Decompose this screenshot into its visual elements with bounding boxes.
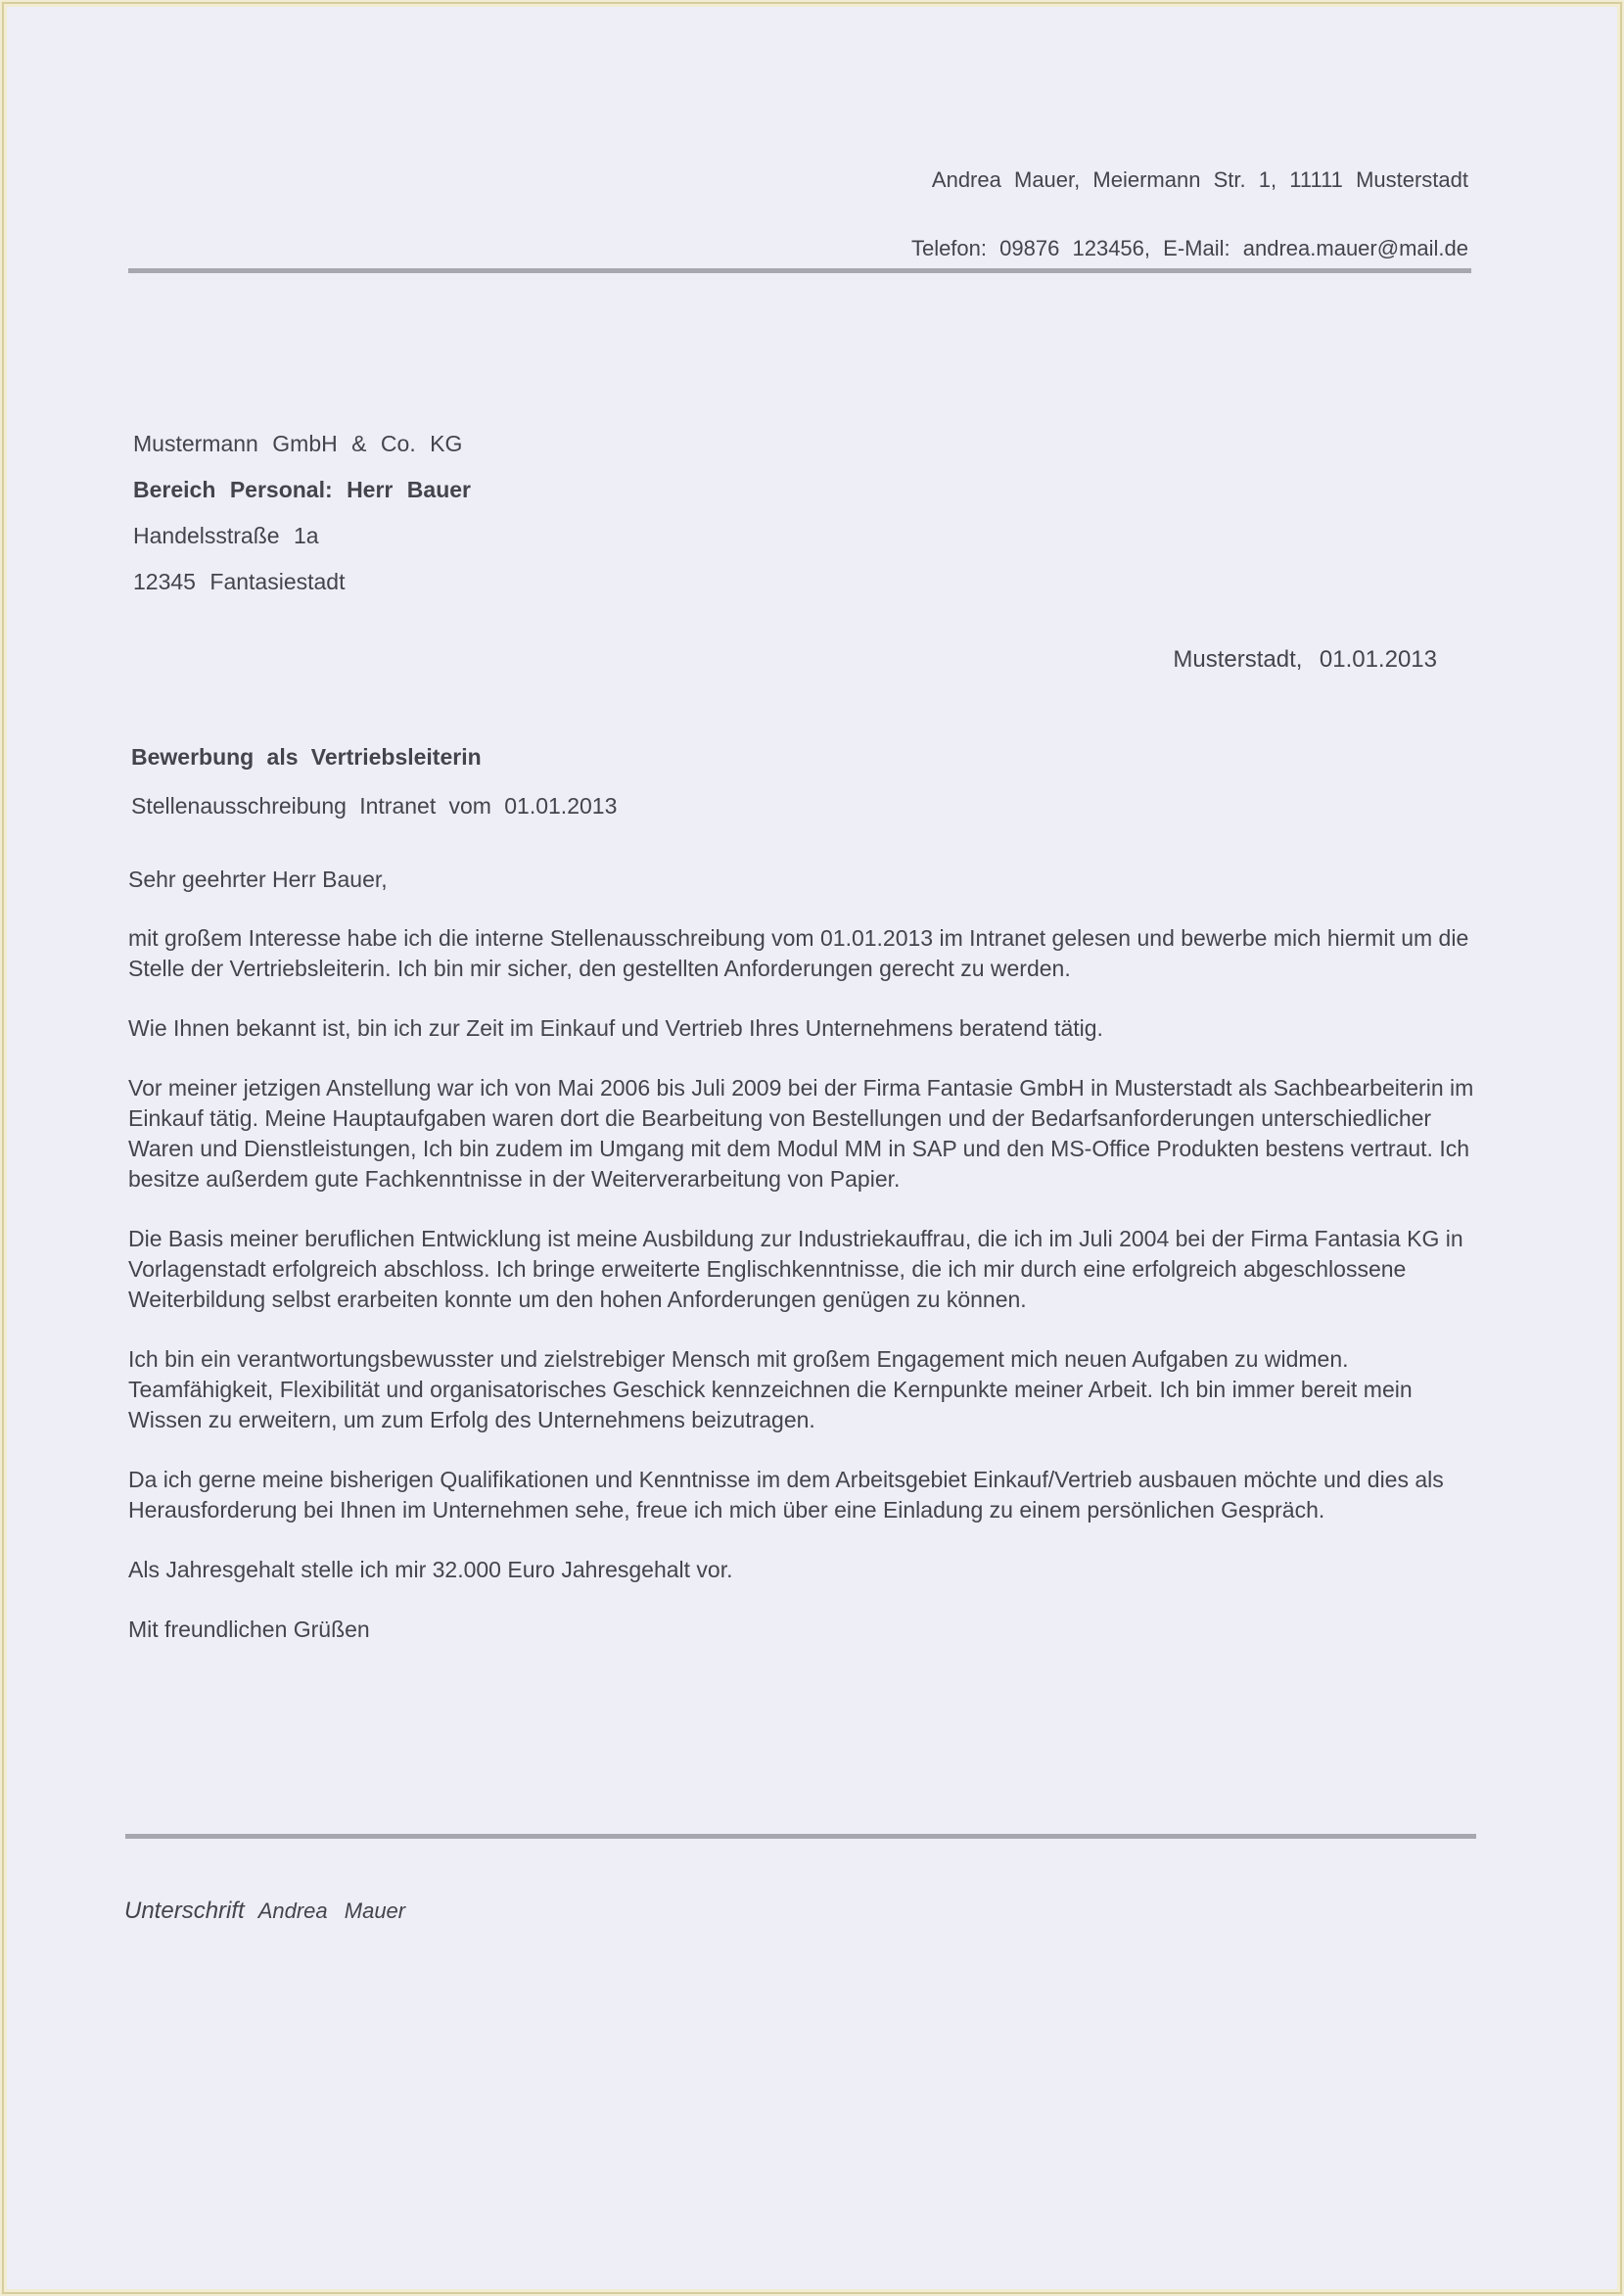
sender-address-block — [911, 166, 1468, 262]
signature-block — [124, 1898, 405, 1925]
subject-block — [131, 742, 617, 820]
subject-subtitle: Stellenausschreibung Intranet vom 01.01.2013 — [131, 793, 618, 819]
place-and-date: Musterstadt, 01.01.2013 — [1173, 646, 1437, 673]
signature-name: Andrea Mauer — [257, 1898, 406, 1923]
sender-address-line: Andrea Mauer, Meiermann Str. 1, 11111 Musterstadt — [931, 167, 1468, 192]
header-divider-line — [128, 268, 1471, 273]
body-paragraph: Die Basis meiner beruflichen Entwicklung ist meine Ausbildung zur Industriekauffrau, die ich im Juli 2004 bei der Firma Fantasia KG in Vorlagenstadt erfolgreich abschloss. Ich bringe erweiterte Englischkenntnisse, die ich mir durch eine erfolgreich abgeschlossene Weiterbildung selbst erarbeiten konnte um den hohen Anforderungen genügen zu können. — [128, 1226, 1463, 1312]
salutation: Sehr geehrter Herr Bauer, — [128, 867, 388, 892]
closing-phrase: Mit freundlichen Grüßen — [128, 1617, 370, 1642]
sender-contact-line: Telefon: 09876 123456, E-Mail: andrea.mauer@mail.de — [910, 236, 1468, 260]
subject-title: Bewerbung als Vertriebsleiterin — [131, 744, 482, 770]
body-paragraph: Vor meiner jetzigen Anstellung war ich von Mai 2006 bis Juli 2009 bei der Firma Fantasie GmbH in Musterstadt als Sachbearbeiterin im Einkauf tätig. Meine Hauptaufgaben waren dort die Bearbeitung von Bestellungen und der Bedarfsanforderungen unterschiedlicher Waren und Dienstleistungen, Ich bin zudem im Umgang mit dem Modul MM in SAP und den MS-Office Produkten bestens vertraut. Ich besitze außerdem gute Fachkenntnisse in der Weiterverarbeitung von Papier. — [128, 1075, 1474, 1192]
recipient-company: Mustermann GmbH & Co. KG — [133, 431, 463, 456]
body-paragraph: Da ich gerne meine bisherigen Qualifikationen und Kenntnisse im dem Arbeitsgebiet Einkauf/Vertrieb ausbauen möchte und dies als Herausforderung bei Ihnen im Unternehmen sehe, freue ich mich über eine Einladung zu einem persönlichen Gespräch. — [128, 1467, 1444, 1523]
recipient-street: Handelsstraße 1a — [133, 523, 319, 548]
signature-label: Unterschrift — [124, 1898, 245, 1924]
letter-body — [128, 923, 1477, 1674]
signature-line — [125, 1834, 1476, 1839]
body-paragraph: mit großem Interesse habe ich die interne Stellenausschreibung vom 01.01.2013 im Intranet gelesen und bewerbe mich hiermit um die Stelle der Vertriebsleiterin. Ich bin mir sicher, den gestellten Anforderungen gerecht zu werden. — [128, 925, 1469, 981]
recipient-department: Bereich Personal: Herr Bauer — [133, 477, 472, 502]
salary-expectation-line: Als Jahresgehalt stelle ich mir 32.000 Euro Jahresgehalt vor. — [128, 1557, 733, 1582]
recipient-address-block — [133, 421, 471, 605]
body-paragraph: Ich bin ein verantwortungsbewusster und zielstrebiger Mensch mit großem Engagement mich neuen Aufgaben zu widmen. Teamfähigkeit, Flexibilität und organisatorisches Geschick kennzeichnen die Kernpunkte meiner Arbeit. Ich bin immer bereit mein Wissen zu erweitern, um zum Erfolg des Unternehmens beizutragen. — [128, 1346, 1413, 1432]
recipient-city: 12345 Fantasiestadt — [133, 569, 346, 594]
body-paragraph: Wie Ihnen bekannt ist, bin ich zur Zeit im Einkauf und Vertrieb Ihres Unternehmens beratend tätig. — [128, 1015, 1103, 1041]
